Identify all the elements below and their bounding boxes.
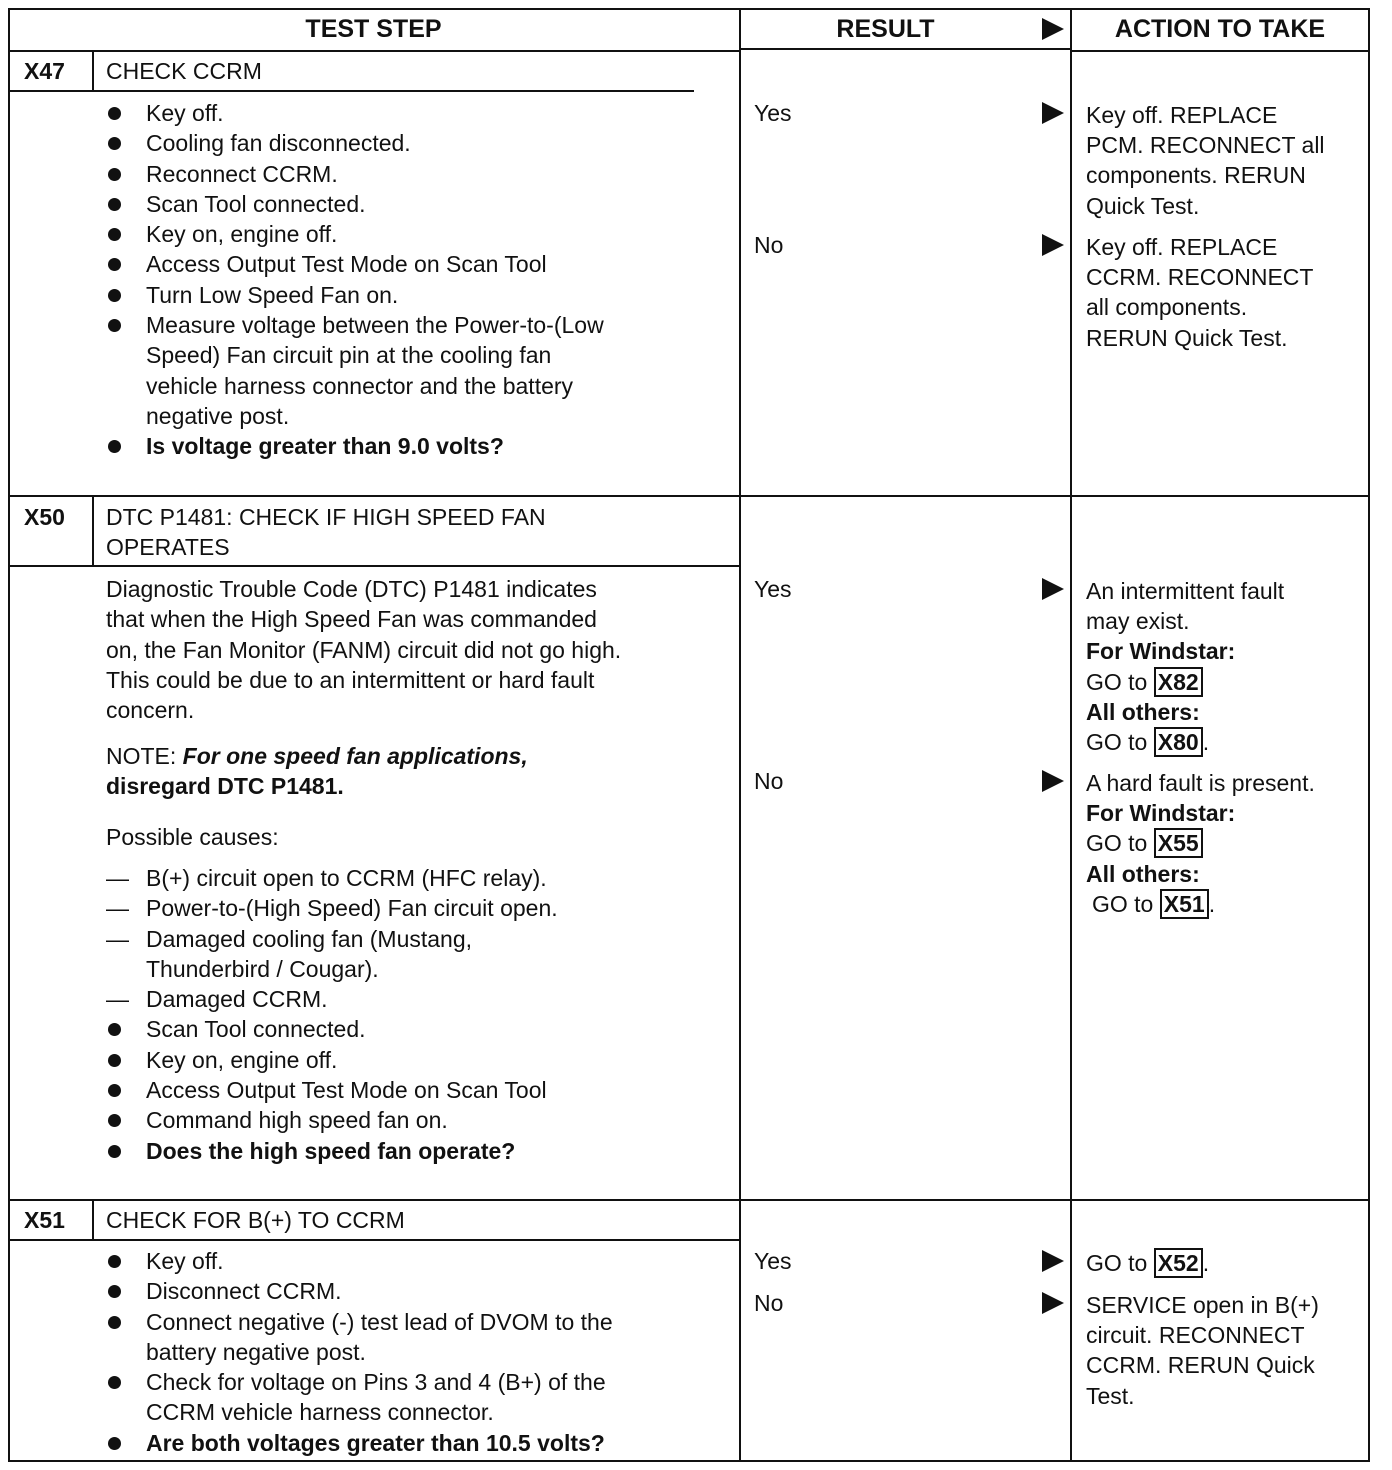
column-divider-action [1070,8,1072,1462]
list-item: Key on, engine off. [104,1045,734,1075]
list-item: Scan Tool connected. [104,189,734,219]
arrow-icon [1042,1292,1064,1314]
list-item: Reconnect CCRM. [104,159,734,189]
arrow-icon [1042,1250,1064,1272]
x50-description: Diagnostic Trouble Code (DTC) P1481 indicates that when the High Speed Fan was commanded on, the Fan Monitor (FANM) circuit did not go high. This could be due to an intermittent or hard fault concern. [106,576,622,724]
header-arrow-icon [1042,18,1064,40]
step-title: CHECK CCRM [106,58,262,84]
result-yes: Yes [754,1248,792,1274]
x50-causes [104,863,734,1166]
result-yes: Yes [754,576,792,602]
list-item: Disconnect CCRM. [104,1276,734,1306]
list-item: Scan Tool connected. [104,1014,734,1044]
x51-id-divider [92,1201,94,1241]
action-no: SERVICE open in B(+) circuit. RECONNECT CCRM. RERUN Quick Test. [1086,1292,1319,1409]
header-result: RESULT [741,8,1070,50]
action-yes: GO to X52 . [1086,1250,1210,1276]
list-item: Access Output Test Mode on Scan Tool [104,249,734,279]
x50-id-divider [92,497,94,567]
row-divider [8,1199,1370,1201]
step-link-x55[interactable]: X55 [1154,828,1203,858]
row-divider [8,495,1370,497]
action-yes: An intermittent fault may exist. For Windstar: GO to X82 All others: GO to X80 . [1086,578,1285,756]
result-yes: Yes [754,100,792,126]
list-item: Key on, engine off. [104,219,734,249]
action-yes: Key off. REPLACE PCM. RECONNECT all components. RERUN Quick Test. [1086,102,1325,219]
x50-note: NOTE: For one speed fan applications, disregard DTC P1481. [106,743,528,800]
x47-id-divider [92,52,94,92]
step-title: DTC P1481: CHECK IF HIGH SPEED FAN OPERATES [106,504,546,560]
step-link-x82[interactable]: X82 [1154,667,1203,697]
list-item: Cooling fan disconnected. [104,128,734,158]
header-action: ACTION TO TAKE [1072,8,1368,52]
list-item: — Damaged cooling fan (Mustang, Thunderbird / Cougar). [106,925,473,982]
list-item: Measure voltage between the Power-to-(Low Speed) Fan circuit pin at the cooling fan vehicle harness connector and the battery negative post. [104,310,734,431]
arrow-icon [1042,102,1064,124]
action-no: Key off. REPLACE CCRM. RECONNECT all components. RERUN Quick Test. [1086,234,1314,351]
table-border-bottom [8,1460,1370,1462]
step-id: X51 [24,1207,65,1233]
step-link-x51[interactable]: X51 [1160,889,1209,919]
x51-steps [104,1246,734,1458]
list-item-question: Does the high speed fan operate? [104,1136,734,1166]
list-item-question: Is voltage greater than 9.0 volts? [104,431,734,461]
result-no: No [754,1290,784,1316]
x50-causes-label: Possible causes: [106,824,279,850]
result-no: No [754,232,784,258]
result-no: No [754,768,784,794]
column-divider-result [739,8,741,1462]
list-item: Command high speed fan on. [104,1105,734,1135]
list-item: Access Output Test Mode on Scan Tool [104,1075,734,1105]
step-id: X47 [24,58,65,84]
list-item: — Power-to-(High Speed) Fan circuit open. [106,895,558,922]
step-title: CHECK FOR B(+) TO CCRM [106,1207,405,1233]
x47-title-rule [8,90,694,92]
list-item: Turn Low Speed Fan on. [104,280,734,310]
list-item: — Damaged CCRM. [106,986,328,1013]
step-link-x80[interactable]: X80 [1154,727,1203,757]
list-item: — B(+) circuit open to CCRM (HFC relay). [106,865,547,891]
step-link-x52[interactable]: X52 [1154,1248,1203,1278]
diagnostic-table [8,8,1372,1462]
list-item: Key off. [104,98,734,128]
x50-title-rule [8,565,739,567]
list-item: Connect negative (-) test lead of DVOM to the battery negative post. [104,1307,734,1368]
table-border-right [1368,8,1370,1462]
arrow-icon [1042,770,1064,792]
arrow-icon [1042,578,1064,600]
list-item-question: Are both voltages greater than 10.5 volts? [104,1428,734,1458]
arrow-icon [1042,234,1064,256]
x51-title-rule [8,1239,739,1241]
table-border-left [8,8,10,1462]
header-test-step: TEST STEP [8,8,739,52]
list-item: Key off. [104,1246,734,1276]
step-id: X50 [24,504,65,530]
list-item: Check for voltage on Pins 3 and 4 (B+) of the CCRM vehicle harness connector. [104,1367,734,1428]
x47-steps [104,98,734,462]
action-no: A hard fault is present. For Windstar: GO to X55 All others: GO to X51 . [1086,770,1315,917]
